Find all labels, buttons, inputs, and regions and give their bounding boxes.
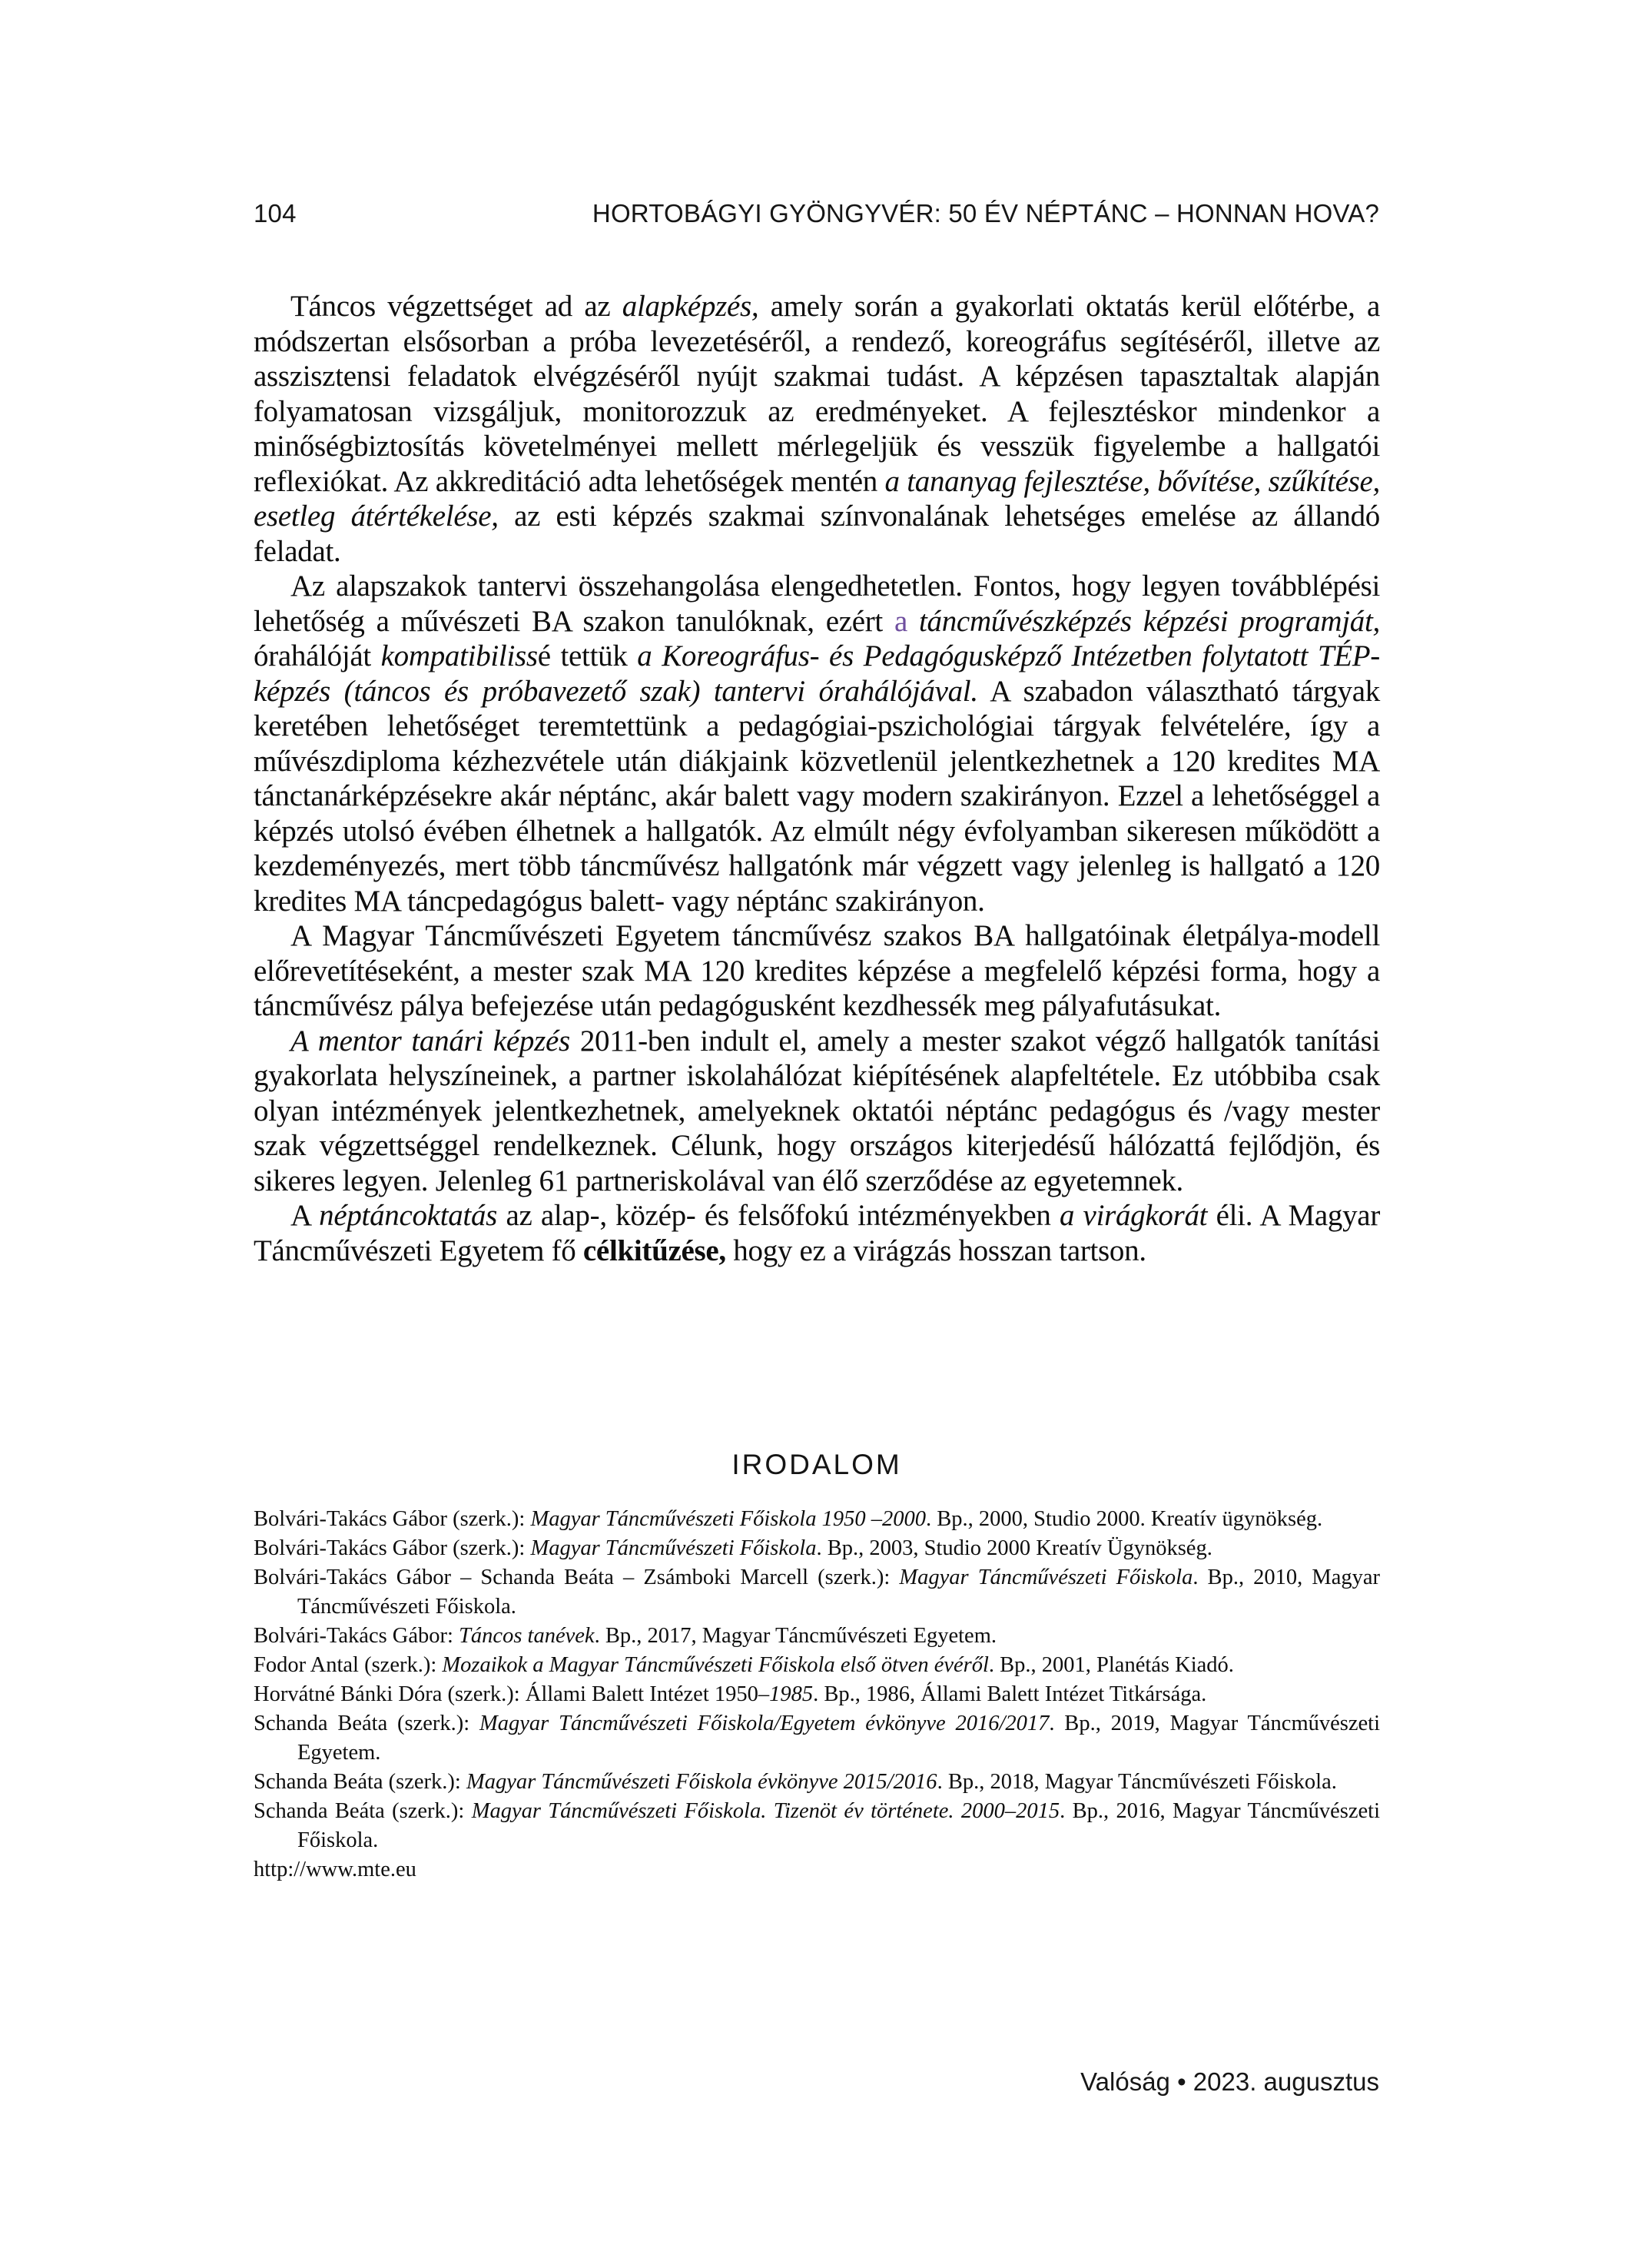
text-run: . Bp., 1986, Állami Balett Intézet Titkársága. — [813, 1682, 1207, 1706]
text-run: Magyar Táncművészeti Főiskola/Egyetem évkönyve 2016/2017 — [479, 1712, 1050, 1735]
text-run: órahálóját — [254, 639, 381, 672]
text-run: a tananyag fejlesztése, bővítése, szűkítése, esetleg átértékelése, — [254, 464, 1380, 533]
article-paragraph-1 — [254, 289, 1380, 569]
page-number: 104 — [254, 199, 297, 227]
text-run: amely során a gyakorlati oktatás kerül előtérbe, a módszertan elsősorban a próba levezetéséről, a rendező, koreográfus segítéséről, illetve az asszisztensi feladatok elvégzéséről nyújt szakmai tudást. A képzésen tapasztaltak alapján folyamatosan vizsgáljuk, monitorozzuk az eredményeket. A fejlesztéskor mindenkor a minőségbiztosítás követelményei mellett mérlegeljük és vesszük figyelembe a hallgatói reflexiókat. Az akkreditáció adta lehetőségek mentén — [254, 290, 1380, 498]
text-run: Schanda Beáta (szerk.): — [254, 1799, 472, 1823]
text-run: . Bp., 2010, Magyar Táncművészeti Főiskola. — [297, 1566, 1380, 1619]
text-run: é tettük — [537, 639, 638, 672]
text-run — [907, 605, 919, 638]
text-run: . Bp., 2003, Studio 2000 Kreatív Ügynökség. — [816, 1536, 1212, 1560]
accent-word: a — [894, 604, 907, 638]
text-run: A — [290, 1199, 320, 1232]
bibliography-entry-2 — [254, 1534, 1380, 1563]
bibliography-heading: IRODALOM — [731, 1449, 902, 1480]
text-run: Schanda Beáta (szerk.): — [254, 1712, 480, 1735]
bibliography-entry-5 — [254, 1651, 1380, 1680]
text-run: Bolvári-Takács Gábor (szerk.): — [254, 1536, 531, 1560]
text-run: A Magyar Táncművészeti Egyetem táncművész szakos BA hallgatóinak életpálya-modell előrevetítéseként, a mester szak MA 120 kredites képzése a megfelelő képzési forma, hogy a táncművész pálya befejezése után pedagógusként kezdhessék meg pályafutásukat. — [254, 919, 1380, 1022]
article-paragraph-4 — [254, 1024, 1380, 1199]
text-run: néptáncoktatás — [319, 1199, 498, 1232]
text-run: . Bp., 2000, Studio 2000. Kreatív ügynökség. — [925, 1507, 1323, 1531]
text-run: Bolvári-Takács Gábor: — [254, 1624, 459, 1648]
article-paragraph-2 — [254, 569, 1380, 918]
text-run: Bolvári-Takács Gábor – Schanda Beáta – Zsámboki Marcell (szerk.): — [254, 1566, 900, 1589]
text-run: . Bp., 2019, Magyar Táncművészeti Egyetem. — [297, 1712, 1380, 1765]
text-run: A szabadon választható tárgyak keretében lehetőséget teremtettünk a pedagógiai-pszichológiai tárgyak felvételére, így a művészdiploma kézhezvétele után diákjaink közvetlenül jelentkezhetnek a 120 kredites MA tánctanárképzésekre akár néptánc, akár balett vagy modern szakirányon. Ezzel a lehetőséggel a képzés utolsó évében élhetnek a hallgatók. Az elmúlt négy évfolyamban sikeresen működött a kezdeményezés, mert több táncművész hallgatónk már végzett vagy jelenleg is hallgató a 120 kredites MA táncpedagógus balett- vagy néptánc szakirányon. — [254, 674, 1380, 918]
text-run: Bolvári-Takács Gábor (szerk.): — [254, 1507, 531, 1531]
bibliography-entry-10 — [254, 1855, 1380, 1884]
text-run: Magyar Táncművészeti Főiskola — [530, 1536, 817, 1560]
bibliography-entry-3 — [254, 1563, 1380, 1622]
text-run: Az alapszakok tantervi összehangolása elengedhetetlen. Fontos, hogy legyen továbblépési lehetőség a művészeti BA szakon tanulóknak, ezért — [254, 569, 1380, 638]
bibliography-entry-8 — [254, 1768, 1380, 1797]
text-run: táncművészképzés képzési programját, — [919, 604, 1380, 638]
bibliography-list — [254, 1505, 1380, 1884]
bibliography-entry-9 — [254, 1797, 1380, 1855]
text-run: Mozaikok a Magyar Táncművészeti Főiskola első ötven évéről — [442, 1653, 989, 1677]
bibliography-entry-7 — [254, 1709, 1380, 1768]
running-title: HORTOBÁGYI GYÖNGYVÉR: 50 ÉV NÉPTÁNC – HONNAN HOVA? — [592, 199, 1379, 227]
text-run: Táncos végzettséget ad az — [290, 290, 622, 323]
text-run: Fodor Antal (szerk.): — [254, 1653, 443, 1677]
journal-footer: Valóság • 2023. augusztus — [1080, 2067, 1379, 2096]
text-run: http://www.mte.eu — [254, 1858, 416, 1881]
text-run: hogy ez a virágzás hosszan tartson. — [725, 1234, 1146, 1267]
text-run: kompatibiliss — [380, 639, 538, 672]
text-run: A mentor tanári képzés — [290, 1024, 570, 1058]
article-body — [254, 289, 1380, 1268]
text-run: az alap-, közép- és felsőfokú intézményekben — [497, 1199, 1060, 1232]
text-run: . Bp., 2017, Magyar Táncművészeti Egyetem. — [594, 1624, 997, 1648]
page-header — [254, 200, 1379, 227]
article-paragraph-5 — [254, 1198, 1380, 1268]
text-run: éli. A Magyar Táncművészeti Egyetem fő — [254, 1199, 1381, 1267]
bibliography-entry-4 — [254, 1622, 1380, 1651]
text-run: 1985 — [769, 1682, 814, 1706]
text-run: Magyar Táncművészeti Főiskola — [899, 1566, 1193, 1589]
text-run: . Bp., 2018, Magyar Táncművészeti Főiskola. — [937, 1770, 1337, 1794]
text-run: alapképzés, — [622, 290, 759, 323]
article-paragraph-3 — [254, 918, 1380, 1024]
text-run: Magyar Táncművészeti Főiskola. Tizenöt év története. 2000–2015 — [471, 1799, 1060, 1823]
text-run: a Koreográfus- és Pedagógusképző Intézetben folytatott TÉP-képzés (táncos és próbavezető szak) tantervi órahálójával. — [254, 639, 1380, 708]
text-run: . Bp., 2001, Planétás Kiadó. — [988, 1653, 1234, 1677]
text-run: 2011-ben indult el, amely a mester szakot végző hallgatók tanítási gyakorlata helyszíneinek, a partner iskolahálózat kiépítésének alapfeltétele. Ez utóbbiba csak olyan intézmények jelentkezhetnek, amelyeknek oktatói néptánc pedagógus és /vagy mester szak végzettséggel rendelkeznek. Célunk, hogy országos kiterjedésű hálózattá fejlődjön, és sikeres legyen. Jelenleg 61 partneriskolával van élő szerződése az egyetemnek. — [254, 1024, 1381, 1197]
bibliography-entry-1 — [254, 1505, 1380, 1534]
text-run: a virágkorát — [1059, 1199, 1208, 1232]
text-run: Schanda Beáta (szerk.): — [254, 1770, 466, 1794]
text-run: az esti képzés szakmai színvonalának lehetséges emelése az állandó feladat. — [254, 500, 1381, 568]
text-run: célkitűzése, — [582, 1234, 726, 1267]
bibliography-entry-6 — [254, 1680, 1380, 1709]
text-run: Magyar Táncművészeti Főiskola évkönyve 2015/2016 — [466, 1770, 937, 1794]
text-run: Magyar Táncművészeti Főiskola 1950 –2000 — [530, 1507, 926, 1531]
text-run: Táncos tanévek — [459, 1624, 595, 1648]
text-run: . Bp., 2016, Magyar Táncművészeti Főiskola. — [297, 1799, 1380, 1852]
text-run: Horvátné Bánki Dóra (szerk.): Állami Balett Intézet 1950– — [254, 1682, 770, 1706]
